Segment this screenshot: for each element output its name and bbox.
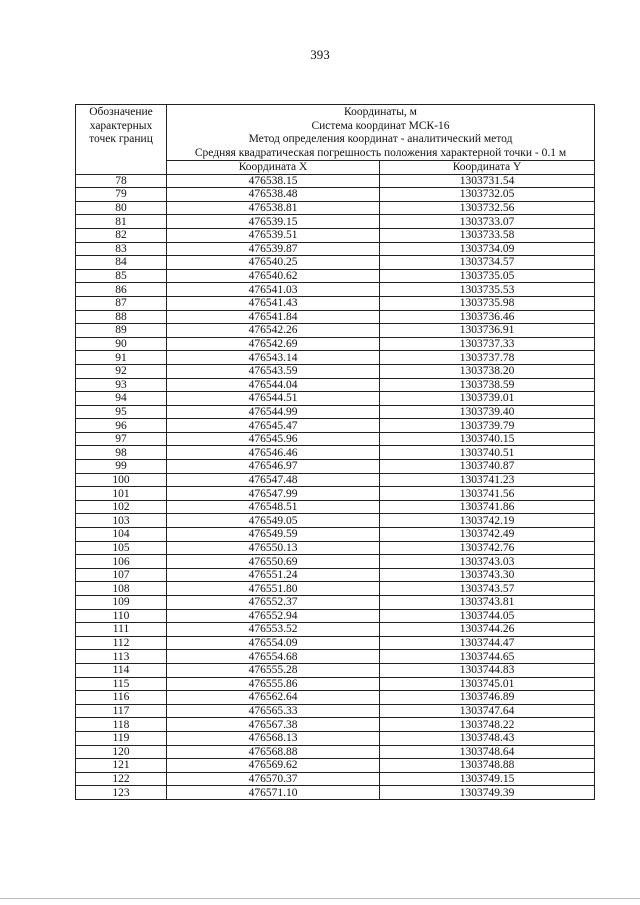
- point-id-cell: 106: [76, 555, 167, 569]
- coord-y-cell: 1303743.57: [380, 582, 595, 596]
- point-id-cell: 111: [76, 623, 167, 637]
- point-id-cell: 108: [76, 582, 167, 596]
- coord-y-cell: 1303748.43: [380, 731, 595, 745]
- coord-y-cell: 1303736.46: [380, 310, 595, 324]
- coord-x-cell: 476547.48: [167, 473, 380, 487]
- table-row: [76, 269, 595, 283]
- table-row: [76, 663, 595, 677]
- table-row: [76, 555, 595, 569]
- coord-y-cell: 1303743.81: [380, 596, 595, 610]
- table-row: [76, 215, 595, 229]
- coord-x-cell: 476552.94: [167, 609, 380, 623]
- table-row: [76, 704, 595, 718]
- table-row: [76, 500, 595, 514]
- coord-y-cell: 1303744.65: [380, 650, 595, 664]
- coord-x-cell: 476540.25: [167, 256, 380, 270]
- coord-x-cell: 476539.87: [167, 242, 380, 256]
- point-id-cell: 86: [76, 283, 167, 297]
- coord-y-cell: 1303741.86: [380, 500, 595, 514]
- coord-y-cell: 1303739.40: [380, 405, 595, 419]
- coord-x-cell: 476545.96: [167, 432, 380, 446]
- coord-x-cell: 476568.13: [167, 731, 380, 745]
- coordinates-header-line: Средняя квадратическая погрешность положения характерной точки - 0.1 м: [194, 146, 567, 159]
- table-row: [76, 364, 595, 378]
- table-row: [76, 446, 595, 460]
- point-id-cell: 107: [76, 568, 167, 582]
- coord-y-cell: 1303738.59: [380, 378, 595, 392]
- table-row: [76, 432, 595, 446]
- coord-x-cell: 476542.69: [167, 337, 380, 351]
- point-id-cell: 97: [76, 432, 167, 446]
- coord-x-cell: 476555.86: [167, 677, 380, 691]
- coord-y-cell: 1303743.03: [380, 555, 595, 569]
- coord-x-cell: 476539.51: [167, 228, 380, 242]
- table-row: [76, 228, 595, 242]
- table-row: [76, 201, 595, 215]
- table-row: [76, 419, 595, 433]
- coord-y-cell: 1303737.78: [380, 351, 595, 365]
- coord-y-cell: 1303748.22: [380, 718, 595, 732]
- point-id-cell: 90: [76, 337, 167, 351]
- coord-y-cell: 1303735.98: [380, 296, 595, 310]
- coord-x-cell: 476542.26: [167, 324, 380, 338]
- point-id-cell: 95: [76, 405, 167, 419]
- point-id-cell: 117: [76, 704, 167, 718]
- coord-x-cell: 476555.28: [167, 663, 380, 677]
- coord-x-cell: 476541.84: [167, 310, 380, 324]
- table-row: [76, 174, 595, 188]
- point-id-cell: 98: [76, 446, 167, 460]
- table-row: [76, 718, 595, 732]
- coord-y-cell: 1303738.20: [380, 364, 595, 378]
- point-id-cell: 88: [76, 310, 167, 324]
- col-x-header: Координата X: [167, 161, 380, 175]
- coord-x-cell: 476554.09: [167, 636, 380, 650]
- coord-y-cell: 1303732.56: [380, 201, 595, 215]
- page-bottom-edge: [0, 898, 640, 899]
- coord-x-cell: 476550.13: [167, 541, 380, 555]
- table-row: [76, 691, 595, 705]
- table-row: [76, 310, 595, 324]
- table-row: [76, 378, 595, 392]
- table-row: [76, 256, 595, 270]
- coord-y-cell: 1303746.89: [380, 691, 595, 705]
- coord-y-cell: 1303747.64: [380, 704, 595, 718]
- table-row: [76, 582, 595, 596]
- table-row: [76, 392, 595, 406]
- table-row: [76, 745, 595, 759]
- table-row: [76, 296, 595, 310]
- point-id-cell: 123: [76, 786, 167, 800]
- coord-x-cell: 476544.04: [167, 378, 380, 392]
- coord-x-cell: 476567.38: [167, 718, 380, 732]
- coord-x-cell: 476541.43: [167, 296, 380, 310]
- table-row: [76, 786, 595, 800]
- coord-x-cell: 476551.80: [167, 582, 380, 596]
- table-row: [76, 188, 595, 202]
- point-id-cell: 99: [76, 460, 167, 474]
- table-body: [76, 174, 595, 799]
- coord-x-cell: 476540.62: [167, 269, 380, 283]
- coord-x-cell: 476553.52: [167, 623, 380, 637]
- coord-x-cell: 476544.51: [167, 392, 380, 406]
- coord-x-cell: 476551.24: [167, 568, 380, 582]
- table-row: [76, 351, 595, 365]
- table-row: [76, 623, 595, 637]
- coord-y-cell: 1303740.51: [380, 446, 595, 460]
- coord-x-cell: 476538.81: [167, 201, 380, 215]
- table-row: [76, 568, 595, 582]
- coord-y-cell: 1303735.05: [380, 269, 595, 283]
- point-id-cell: 112: [76, 636, 167, 650]
- coord-y-cell: 1303734.09: [380, 242, 595, 256]
- coord-x-cell: 476548.51: [167, 500, 380, 514]
- col-y-header: Координата Y: [380, 161, 595, 175]
- point-id-cell: 89: [76, 324, 167, 338]
- coord-y-cell: 1303739.79: [380, 419, 595, 433]
- table-row: [76, 596, 595, 610]
- point-id-cell: 94: [76, 392, 167, 406]
- point-id-cell: 121: [76, 759, 167, 773]
- coord-x-cell: 476550.69: [167, 555, 380, 569]
- point-id-cell: 82: [76, 228, 167, 242]
- coord-x-cell: 476562.64: [167, 691, 380, 705]
- coord-x-cell: 476568.88: [167, 745, 380, 759]
- table-row: [76, 650, 595, 664]
- coord-y-cell: 1303737.33: [380, 337, 595, 351]
- coord-x-cell: 476547.99: [167, 487, 380, 501]
- point-id-cell: 122: [76, 772, 167, 786]
- coord-x-cell: 476545.47: [167, 419, 380, 433]
- coord-y-cell: 1303742.49: [380, 528, 595, 542]
- table-row: [76, 405, 595, 419]
- coordinates-table: [75, 104, 595, 800]
- coord-x-cell: 476538.15: [167, 174, 380, 188]
- table-row: [76, 731, 595, 745]
- point-id-cell: 102: [76, 500, 167, 514]
- coord-y-cell: 1303744.26: [380, 623, 595, 637]
- table-row: [76, 242, 595, 256]
- table-row: [76, 487, 595, 501]
- coord-y-cell: 1303744.05: [380, 609, 595, 623]
- point-id-cell: 87: [76, 296, 167, 310]
- point-id-cell: 85: [76, 269, 167, 283]
- coord-y-cell: 1303740.15: [380, 432, 595, 446]
- table-row: [76, 460, 595, 474]
- table-row: [76, 324, 595, 338]
- table-row: [76, 541, 595, 555]
- coord-y-cell: 1303732.05: [380, 188, 595, 202]
- coord-y-cell: 1303735.53: [380, 283, 595, 297]
- coord-y-cell: 1303731.54: [380, 174, 595, 188]
- coord-x-cell: 476541.03: [167, 283, 380, 297]
- point-label-line: характерных: [89, 119, 153, 132]
- coord-x-cell: 476543.14: [167, 351, 380, 365]
- coord-y-cell: 1303733.58: [380, 228, 595, 242]
- coordinates-header-line: Координаты, м: [344, 106, 417, 118]
- coord-y-cell: 1303734.57: [380, 256, 595, 270]
- point-id-cell: 78: [76, 174, 167, 188]
- page-number: 393: [310, 47, 330, 62]
- table-row: [76, 772, 595, 786]
- table-row: [76, 514, 595, 528]
- coordinates-header-line: Метод определения координат - аналитический метод: [248, 133, 513, 145]
- coord-x-cell: 476571.10: [167, 786, 380, 800]
- coord-x-cell: 476549.05: [167, 514, 380, 528]
- coord-x-cell: 476554.68: [167, 650, 380, 664]
- point-id-cell: 104: [76, 528, 167, 542]
- point-id-cell: 115: [76, 677, 167, 691]
- table-row: [76, 636, 595, 650]
- coord-y-cell: 1303743.30: [380, 568, 595, 582]
- point-id-cell: 103: [76, 514, 167, 528]
- coord-x-cell: 476552.37: [167, 596, 380, 610]
- point-label-line: точек границ: [89, 133, 153, 145]
- table-row: [76, 473, 595, 487]
- coord-y-cell: 1303744.47: [380, 636, 595, 650]
- point-id-cell: 80: [76, 201, 167, 215]
- coord-y-cell: 1303741.56: [380, 487, 595, 501]
- point-id-cell: 118: [76, 718, 167, 732]
- coord-y-cell: 1303736.91: [380, 324, 595, 338]
- coord-y-cell: 1303748.64: [380, 745, 595, 759]
- coord-y-cell: 1303748.88: [380, 759, 595, 773]
- point-id-cell: 79: [76, 188, 167, 202]
- table-row: [76, 528, 595, 542]
- point-id-cell: 91: [76, 351, 167, 365]
- coordinates-header-line: Система координат МСК-16: [311, 119, 450, 132]
- coord-y-cell: 1303740.87: [380, 460, 595, 474]
- point-label-header: [76, 105, 167, 175]
- coord-x-cell: 476565.33: [167, 704, 380, 718]
- coord-x-cell: 476539.15: [167, 215, 380, 229]
- coord-y-cell: 1303741.23: [380, 473, 595, 487]
- point-id-cell: 83: [76, 242, 167, 256]
- point-id-cell: 116: [76, 691, 167, 705]
- coord-x-cell: 476538.48: [167, 188, 380, 202]
- point-id-cell: 105: [76, 541, 167, 555]
- point-id-cell: 109: [76, 596, 167, 610]
- point-id-cell: 100: [76, 473, 167, 487]
- coord-y-cell: 1303733.07: [380, 215, 595, 229]
- coord-x-cell: 476546.97: [167, 460, 380, 474]
- point-id-cell: 120: [76, 745, 167, 759]
- coord-x-cell: 476544.99: [167, 405, 380, 419]
- table-row: [76, 283, 595, 297]
- coord-y-cell: 1303745.01: [380, 677, 595, 691]
- point-id-cell: 93: [76, 378, 167, 392]
- coord-y-cell: 1303744.83: [380, 663, 595, 677]
- point-id-cell: 119: [76, 731, 167, 745]
- coordinates-header: [167, 105, 595, 161]
- coord-x-cell: 476569.62: [167, 759, 380, 773]
- coord-x-cell: 476570.37: [167, 772, 380, 786]
- table-row: [76, 677, 595, 691]
- coord-y-cell: 1303749.39: [380, 786, 595, 800]
- coord-x-cell: 476546.46: [167, 446, 380, 460]
- coord-y-cell: 1303749.15: [380, 772, 595, 786]
- table-row: [76, 337, 595, 351]
- point-id-cell: 113: [76, 650, 167, 664]
- point-id-cell: 114: [76, 663, 167, 677]
- coord-y-cell: 1303739.01: [380, 392, 595, 406]
- coord-x-cell: 476543.59: [167, 364, 380, 378]
- coord-y-cell: 1303742.19: [380, 514, 595, 528]
- point-label-line: Обозначение: [89, 106, 153, 118]
- point-id-cell: 101: [76, 487, 167, 501]
- point-id-cell: 110: [76, 609, 167, 623]
- table-header-row: [76, 105, 595, 161]
- point-id-cell: 84: [76, 256, 167, 270]
- point-id-cell: 96: [76, 419, 167, 433]
- table-row: [76, 609, 595, 623]
- table-row: [76, 759, 595, 773]
- point-id-cell: 92: [76, 364, 167, 378]
- point-id-cell: 81: [76, 215, 167, 229]
- coord-y-cell: 1303742.76: [380, 541, 595, 555]
- coord-x-cell: 476549.59: [167, 528, 380, 542]
